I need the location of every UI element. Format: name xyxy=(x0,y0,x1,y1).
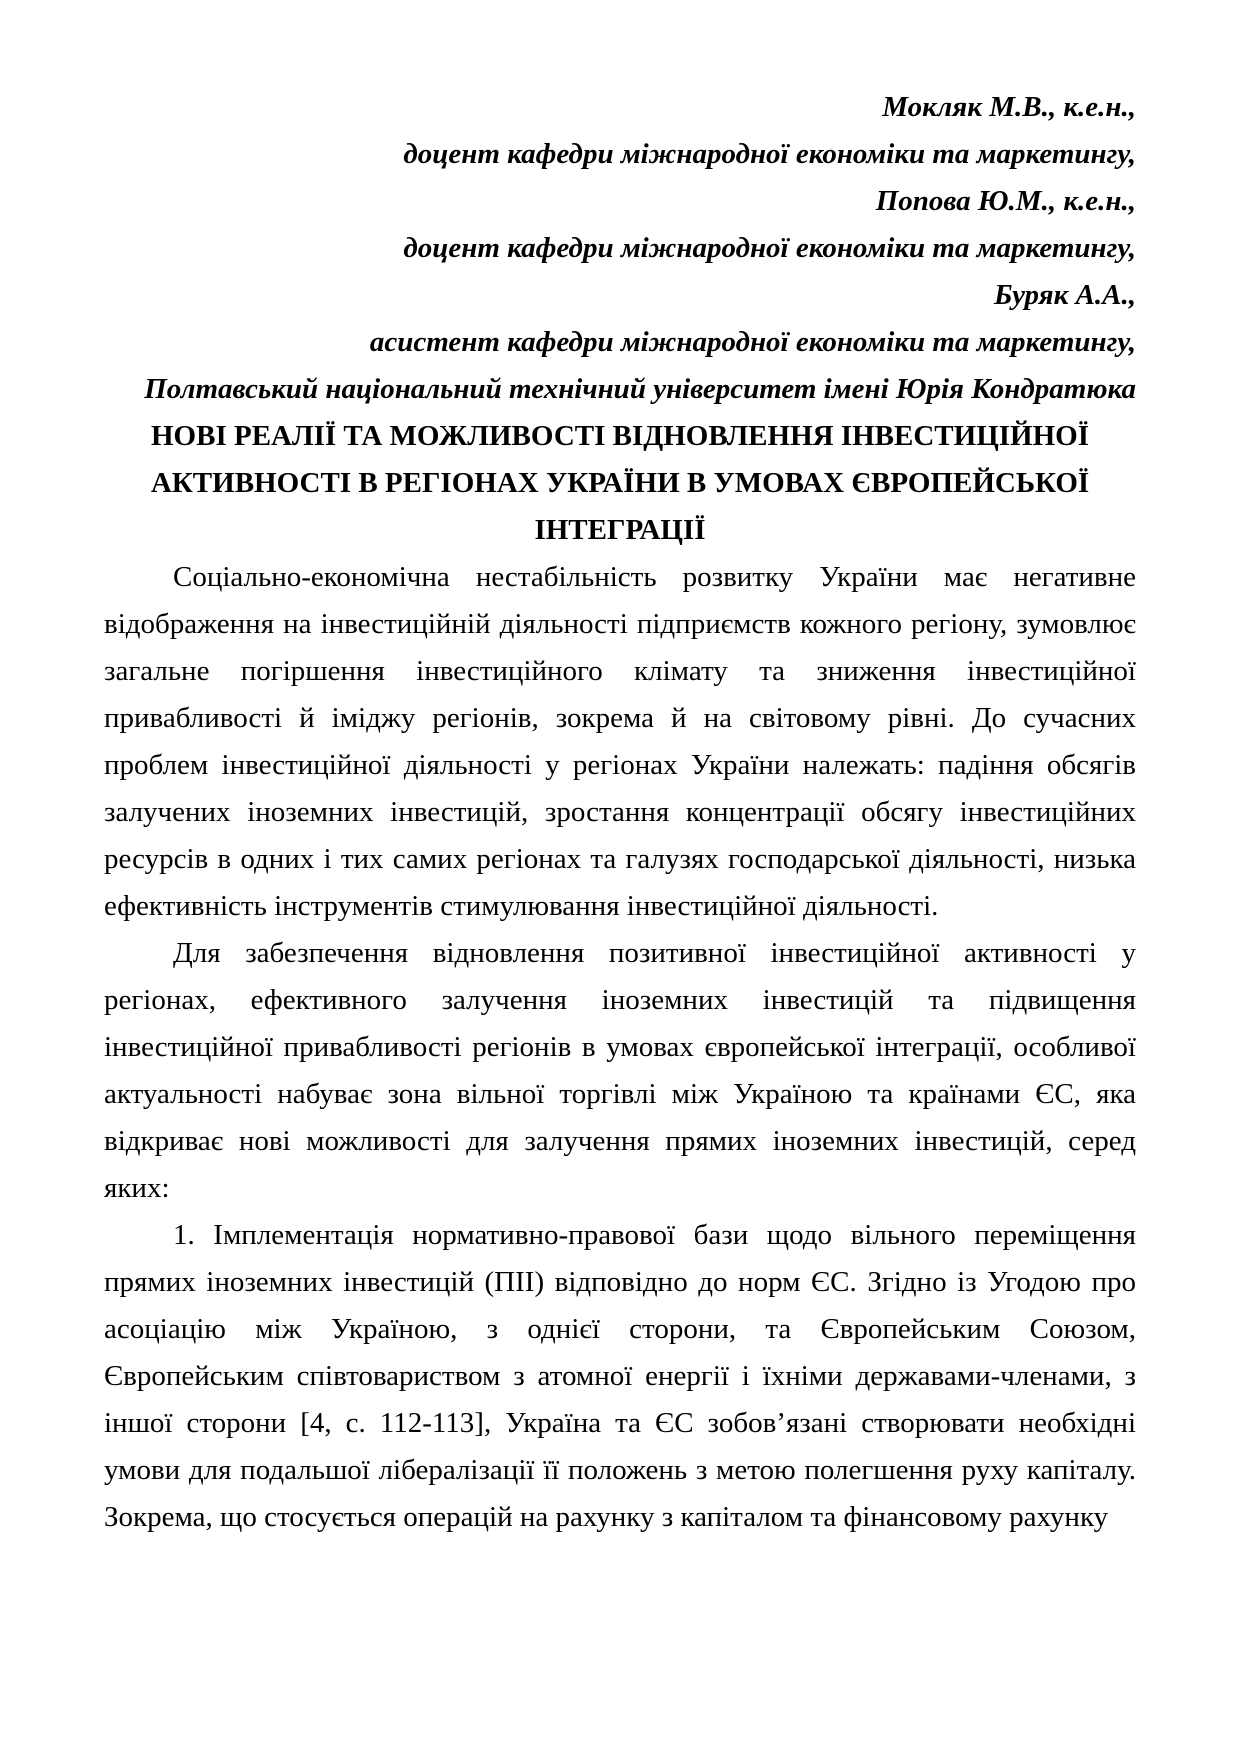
body-paragraph: 1. Імплементація нормативно-правової бази щодо вільного переміщення прямих іноземних інвестицій (ПІІ) відповідно до норм ЄС. Згідно із Угодою про асоціацію між Україною, з однієї сторони, та Європейським Союзом, Європейським співтовариством з атомної енергії і їхніми державами-членами, з іншої сторони [4, с. 112-113], Україна та ЄС зобов’язані створювати необхідні умови для подальшої лібералізації її положень з метою полегшення руху капіталу. Зокрема, що стосується операцій на рахунку з капіталом та фінансовому рахунку xyxy=(104,1219,1136,1533)
author-block xyxy=(104,84,1136,413)
body-text xyxy=(104,554,1136,1541)
paper-title: НОВІ РЕАЛІЇ ТА МОЖЛИВОСТІ ВІДНОВЛЕННЯ ІНВЕСТИЦІЙНОЇ АКТИВНОСТІ В РЕГІОНАХ УКРАЇНИ В УМОВАХ ЄВРОПЕЙСЬКОЇ ІНТЕГРАЦІЇ xyxy=(150,420,1090,546)
author-affiliation: доцент кафедри міжнародної економіки та маркетингу, xyxy=(403,232,1136,264)
author-affiliation: доцент кафедри міжнародної економіки та маркетингу, xyxy=(403,138,1136,170)
body-paragraph: Соціально-економічна нестабільність розвитку України має негативне відображення на інвестиційній діяльності підприємств кожного регіону, зумовлює загальне погіршення інвестиційного клімату та зниження інвестиційної привабливості й іміджу регіонів, зокрема й на світовому рівні. До сучасних проблем інвестиційної діяльності у регіонах України належать: падіння обсягів залучених іноземних інвестицій, зростання концентрації обсягу інвестиційних ресурсів в одних і тих самих регіонах та галузях господарської діяльності, низька ефективність інструментів стимулювання інвестиційної діяльності. xyxy=(104,561,1136,922)
author-affiliation: асистент кафедри міжнародної економіки та маркетингу, xyxy=(369,326,1136,358)
author-name: Попова Ю.М., к.е.н., xyxy=(875,185,1136,217)
body-paragraph: Для забезпечення відновлення позитивної інвестиційної активності у регіонах, ефективного залучення іноземних інвестицій та підвищення інвестиційної привабливості регіонів в умовах європейської інтеграції, особливої актуальності набуває зона вільної торгівлі між Україною та країнами ЄС, яка відкриває нові можливості для залучення прямих іноземних інвестицій, серед яких: xyxy=(104,937,1136,1204)
author-name: Буряк А.А., xyxy=(994,279,1136,311)
author-name: Мокляк М.В., к.е.н., xyxy=(882,91,1136,123)
university-name: Полтавський національний технічний університет імені Юрія Кондратюка xyxy=(144,373,1136,405)
